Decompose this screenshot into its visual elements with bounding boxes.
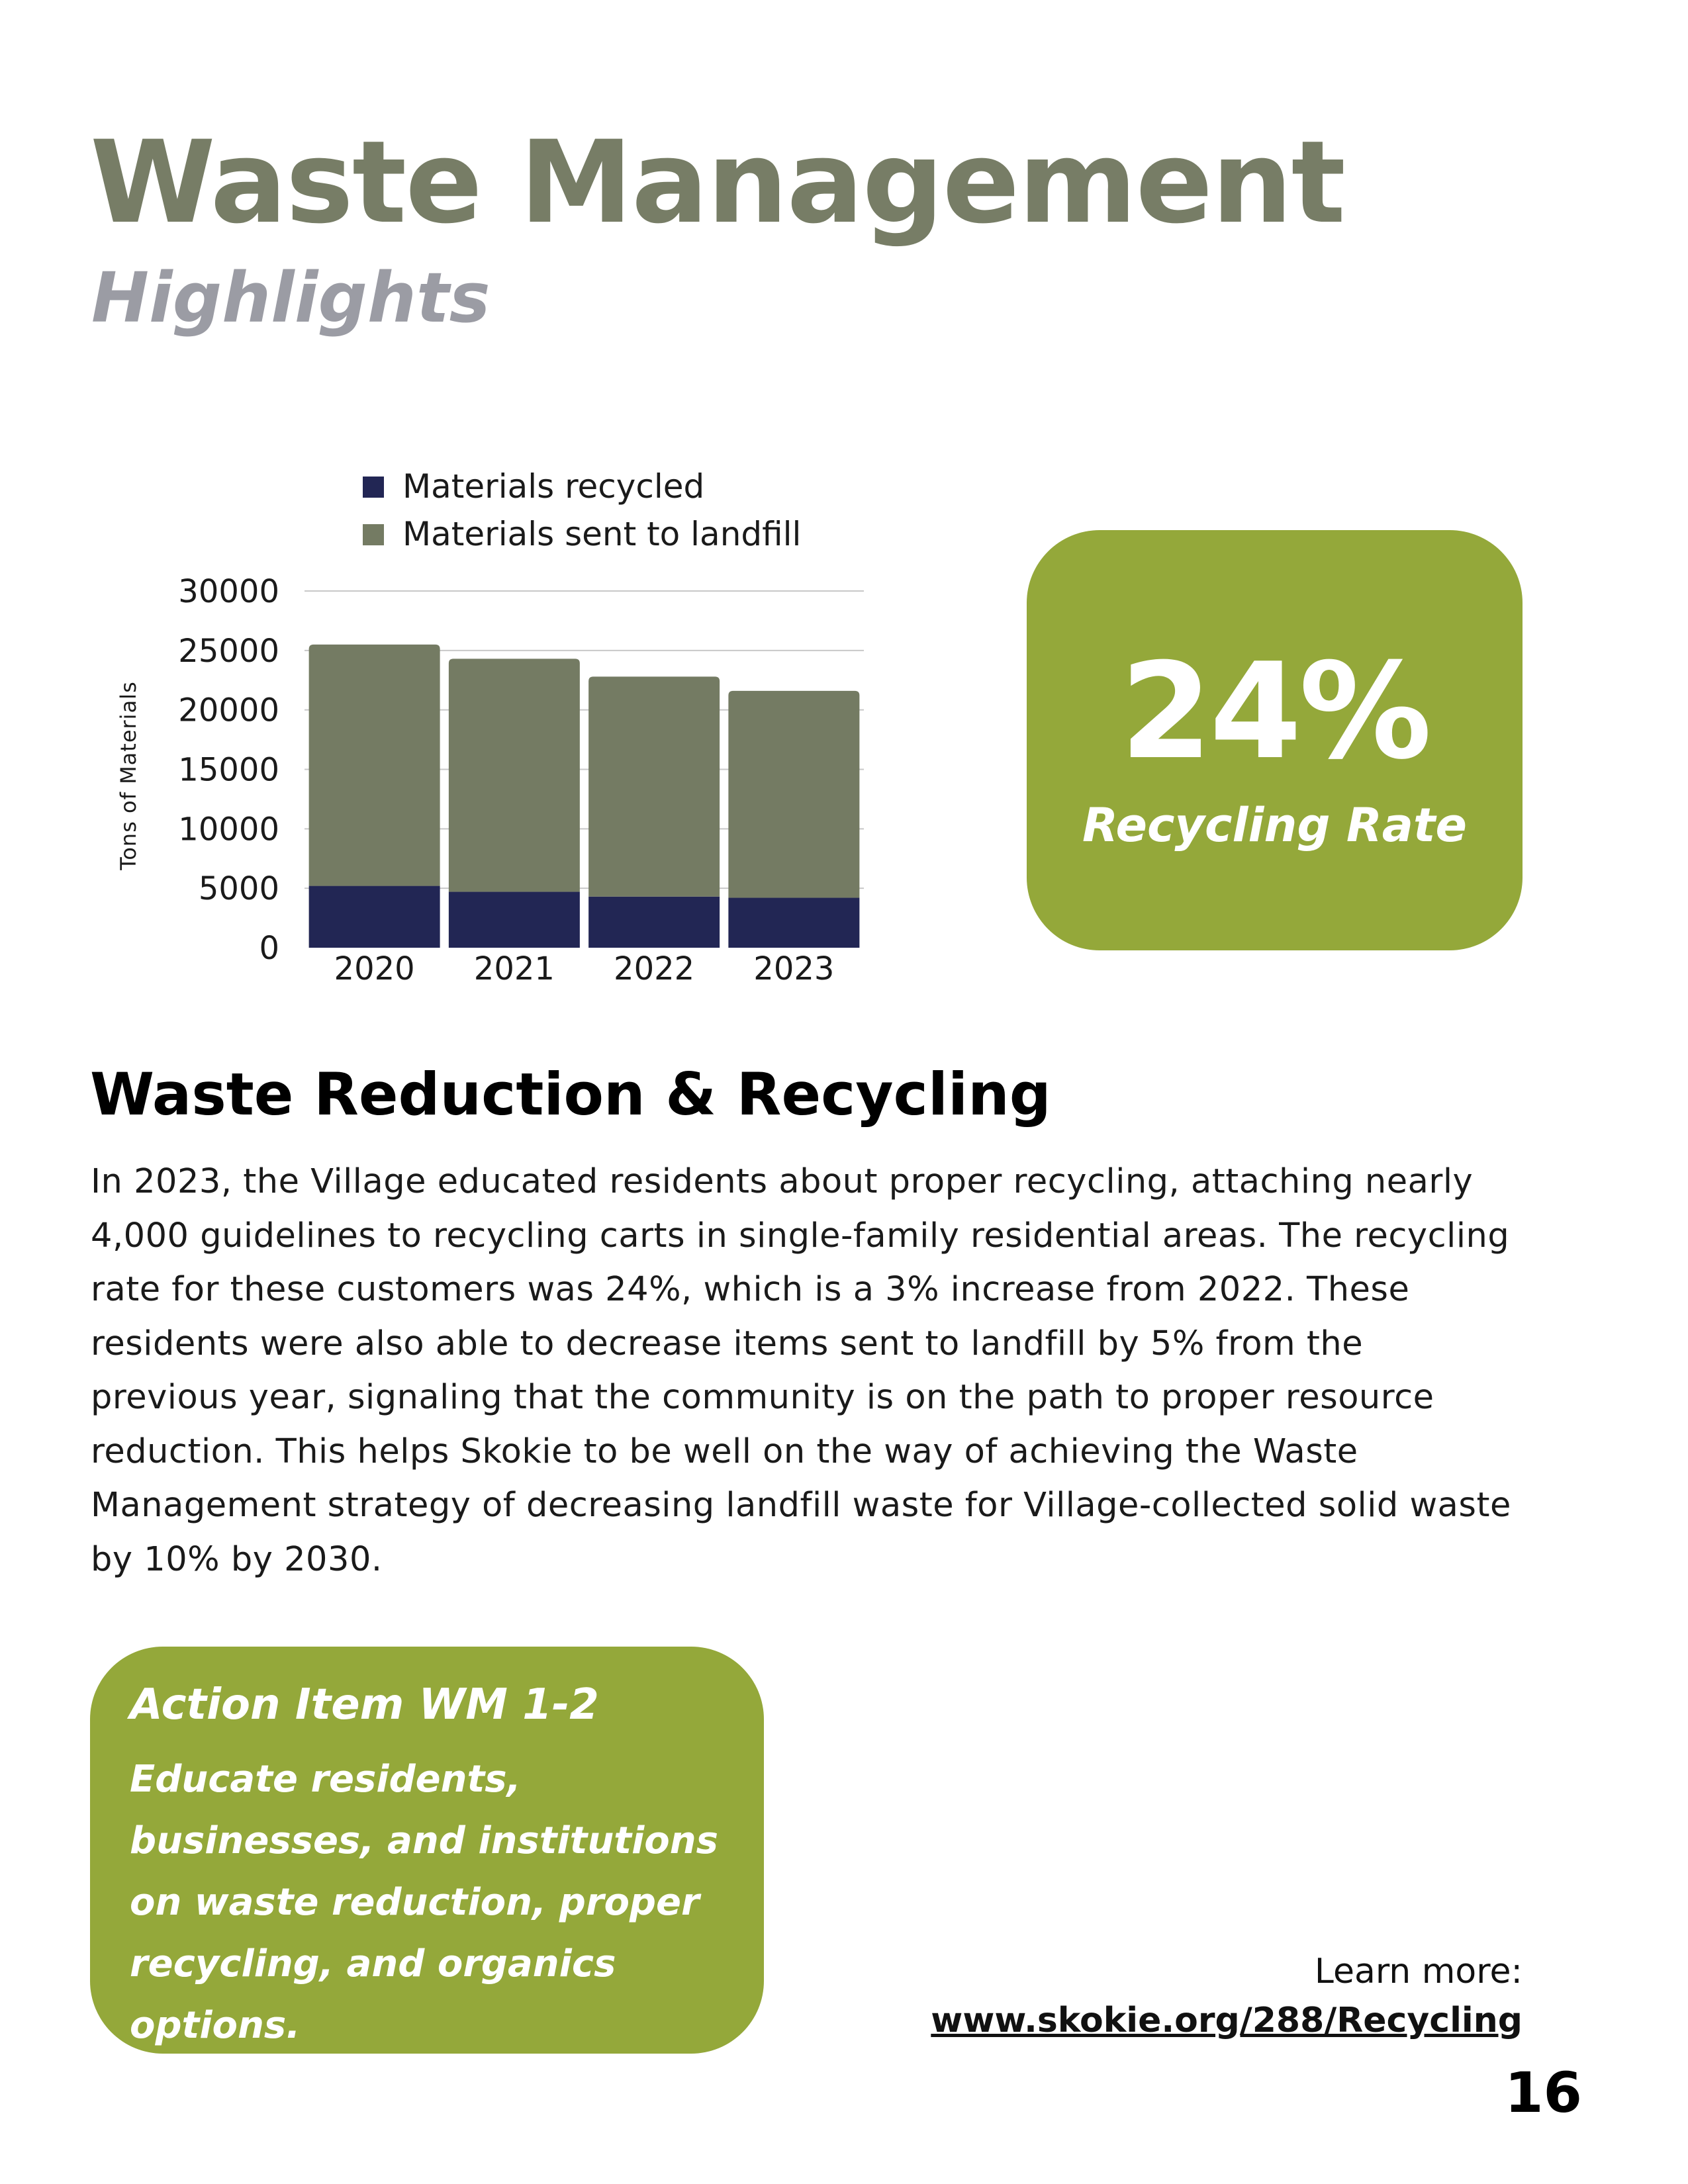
x-tick-label-2023: 2023 [753, 950, 835, 987]
waste-chart [106, 457, 887, 1019]
y-tick-label-0: 0 [259, 930, 279, 967]
y-tick-label-1: 5000 [198, 870, 279, 908]
bar-2022-recycled [588, 897, 720, 948]
y-tick-label-5: 25000 [178, 632, 279, 670]
learn-more-label: Learn more: [1314, 1952, 1523, 1991]
legend-swatch-1 [363, 524, 384, 545]
bar-2023-landfill [728, 691, 859, 898]
stacked-bar-chart [106, 457, 887, 1019]
page-number: 16 [1505, 2060, 1582, 2125]
section-heading: Waste Reduction & Recycling [90, 1060, 1051, 1128]
x-tick-label-2021: 2021 [473, 950, 555, 987]
legend-swatch-0 [363, 477, 384, 498]
bar-2020-landfill [309, 645, 440, 886]
x-tick-label-2022: 2022 [614, 950, 695, 987]
action-item-title: Action Item WM 1-2 [130, 1680, 599, 1729]
page-subtitle: Highlights [91, 257, 491, 338]
legend-label-0: Materials recycled [402, 467, 705, 506]
y-tick-label-3: 15000 [178, 751, 279, 789]
recycling-rate-card [1027, 530, 1523, 950]
y-tick-label-4: 20000 [178, 692, 279, 729]
y-axis-label: Tons of Materials [116, 681, 141, 870]
y-tick-label-6: 30000 [178, 573, 279, 610]
page-title: Waste Management [90, 116, 1344, 249]
learn-more [931, 1947, 1523, 2045]
recycling-link[interactable]: www.skokie.org/288/Recycling [931, 2001, 1523, 2040]
section-body-text: In 2023, the Village educated residents about proper recycling, attaching nearly 4,000 guidelines to recycling carts in single-family residential areas. The recycling rate for these customers was 24%, which is a 3% increase from 2022. These residents were also able to decrease items sent to landfill by 5% from the previous year, signaling that the community is on the path to proper resource reduction. This helps Skokie to be well on the way of achieving the Waste Management strategy of decreasing landfill waste for Village-collected solid waste by 10% by 2030. [91, 1162, 1511, 1579]
action-item-card [90, 1647, 764, 2054]
x-tick-label-2020: 2020 [334, 950, 415, 987]
action-item-text: Educate residents, businesses, and institutions on waste reduction, proper recycling, and organics options. [130, 1758, 718, 2047]
recycling-rate-value: 24% [1120, 634, 1429, 789]
legend-label-1: Materials sent to landfill [402, 515, 802, 553]
bar-2023-recycled [728, 898, 859, 948]
bar-2021-recycled [449, 892, 580, 948]
bar-2022-landfill [588, 676, 720, 896]
bar-2020-recycled [309, 886, 440, 948]
recycling-rate-label: Recycling Rate [1082, 797, 1467, 852]
y-tick-label-2: 10000 [178, 811, 279, 848]
bar-2021-landfill [449, 659, 580, 891]
